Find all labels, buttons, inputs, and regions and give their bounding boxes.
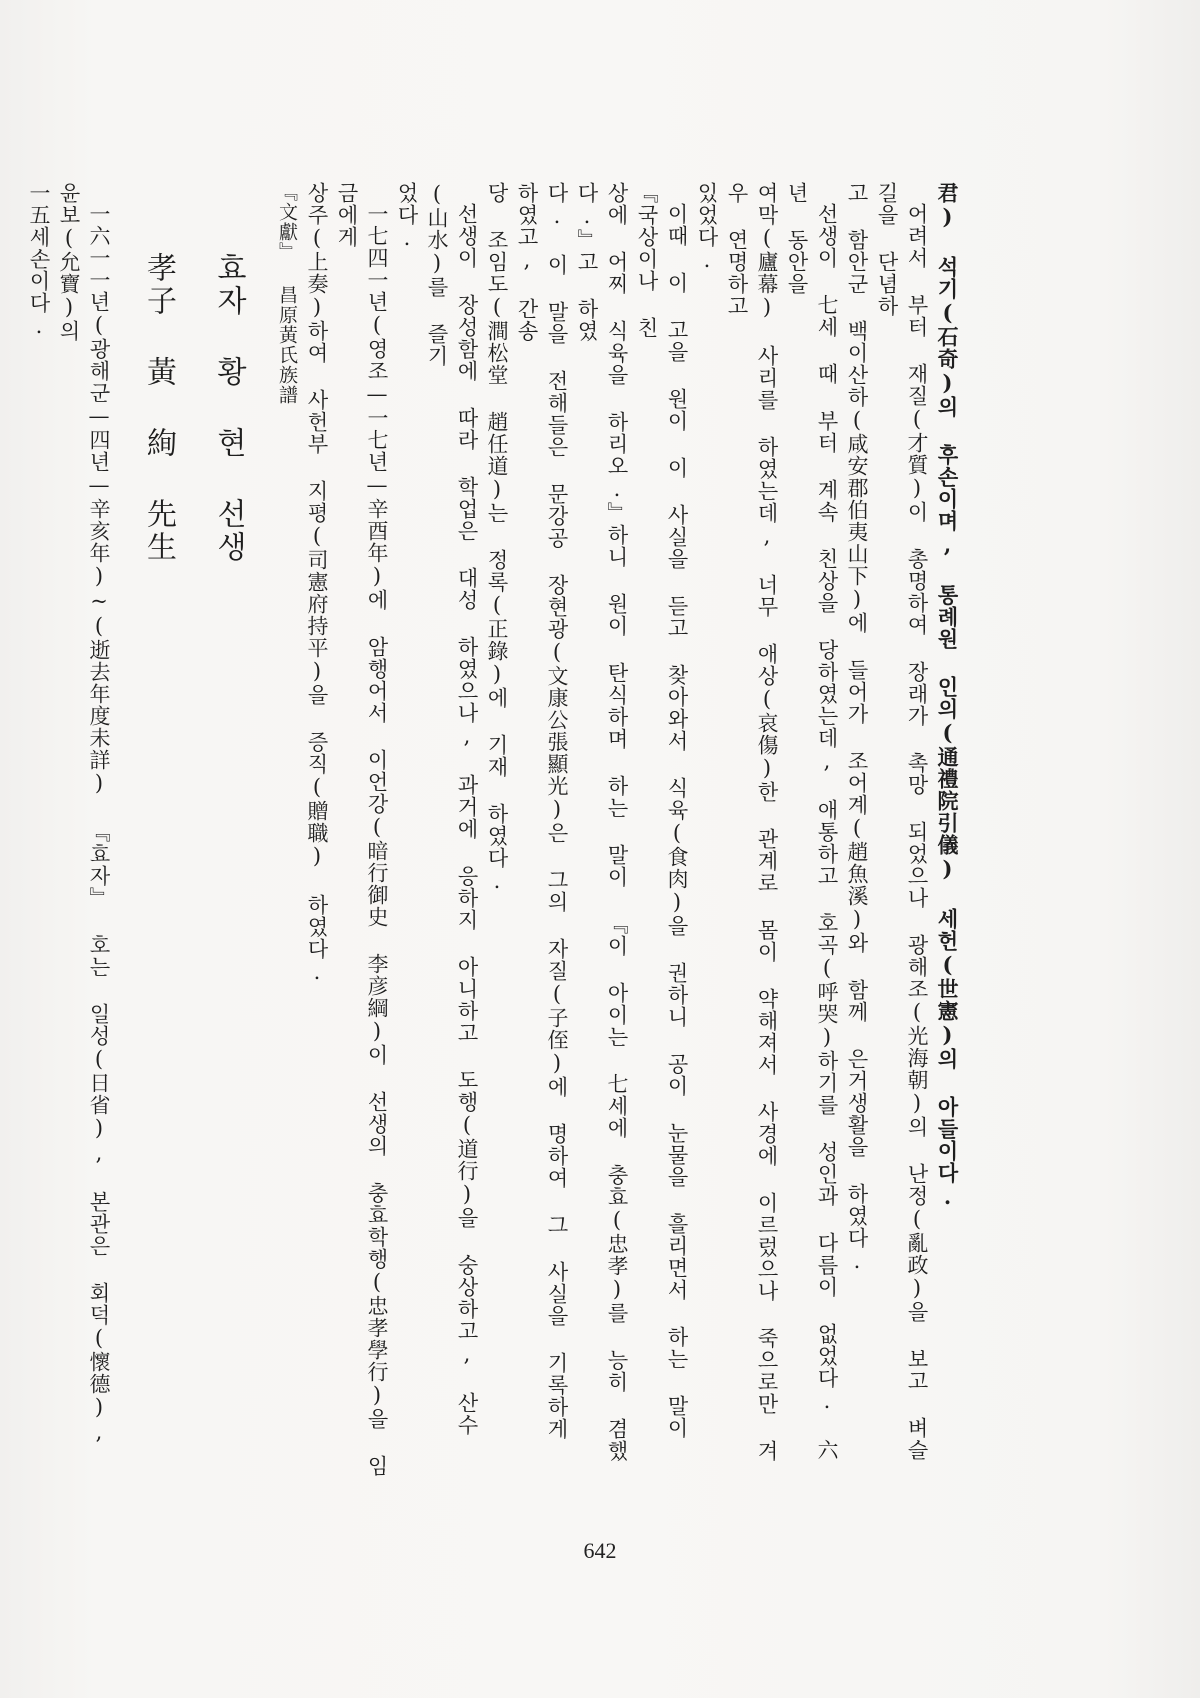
vertical-text-block	[24, 182, 962, 1482]
text-line: 었다.	[395, 182, 419, 251]
section-heading-hanja: 孝子 黃 絢 先生	[141, 252, 176, 564]
text-line: 君) 석기(石奇)의 후손이며, 통례원 인의(通禮院引儀) 세헌(世憲)의 아들이다.	[935, 182, 960, 1210]
text-line: 다. 이 말을 전해들은 문강공 장현광(文康公張顯光)은 그의 자질(子侄)에 명하여 그 사실을 기록하게 하였고, 간송	[515, 182, 569, 1440]
text-line: 선생이 장성함에 따라 학업은 대성 하였으나, 과거에 응하지 아니하고 도행(道行)을 숭상하고, 산수(山水)를 즐기	[425, 182, 479, 1436]
text-line: 상에 어찌 식육을 하리오.』하니 원이 탄식하며 하는 말이 『이 아이는 七세에 충효(忠孝)를 능히 겸했다.』고 하였	[575, 182, 629, 1462]
page-number: 642	[583, 1538, 617, 1563]
text-line: 상주(上奏)하여 사헌부 지평(司憲府持平)을 증직(贈職) 하였다.	[305, 182, 329, 985]
text-line: 一六一一년(광해군—四년—辛亥年)~(逝去年度未詳) 『효자』 호는 일성(日省), 본관은 회덕(懷德), 윤보(允寶)의	[57, 182, 111, 1445]
text-line: 一五세손이다.	[27, 182, 51, 339]
source-citation: 『文獻』 昌原黃氏族譜	[276, 182, 298, 405]
text-line: 있었다.	[695, 182, 719, 273]
text-line: 선생이 七세 때 부터 계속 친상을 당하였는데, 애통하고 호곡(呼哭)하기를 성인과 다름이 없었다. 六년 동안을	[785, 182, 839, 1461]
section-heading-hangul: 효자 황 현 선생	[211, 252, 246, 564]
text-line: 여막(廬幕) 사리를 하였는데, 너무 애상(哀傷)한 관계로 몸이 약해져서 사경에 이르렀으나 죽으로만 겨우 연명하고	[725, 182, 779, 1462]
text-line: 어려서 부터 재질(才質)이 총명하여 장래가 촉망 되었으나 광해조(光海朝)의 난정(亂政)을 보고 벼슬길을 단념하	[875, 182, 929, 1461]
text-line: 一七四一년(영조—一七년—辛酉年)에 암행어서 이언강(暗行御史 李彦綱)이 선생의 충효학행(忠孝學行)을 임금에게	[335, 182, 389, 1477]
text-line: 당 조임도(澗松堂 趙任道)는 정록(正錄)에 기재 하였다.	[485, 182, 509, 894]
text-line: 고 함안군 백이산하(咸安郡伯夷山下)에 들어가 조어계(趙魚溪)와 함께 은거생활을 하였다.	[845, 182, 869, 1274]
text-line: 이때 이 고을 원이 이 사실을 듣고 찾아와서 식육(食肉)을 권하니 공이 눈물을 흘리면서 하는 말이 『국상이나 친	[635, 182, 689, 1439]
